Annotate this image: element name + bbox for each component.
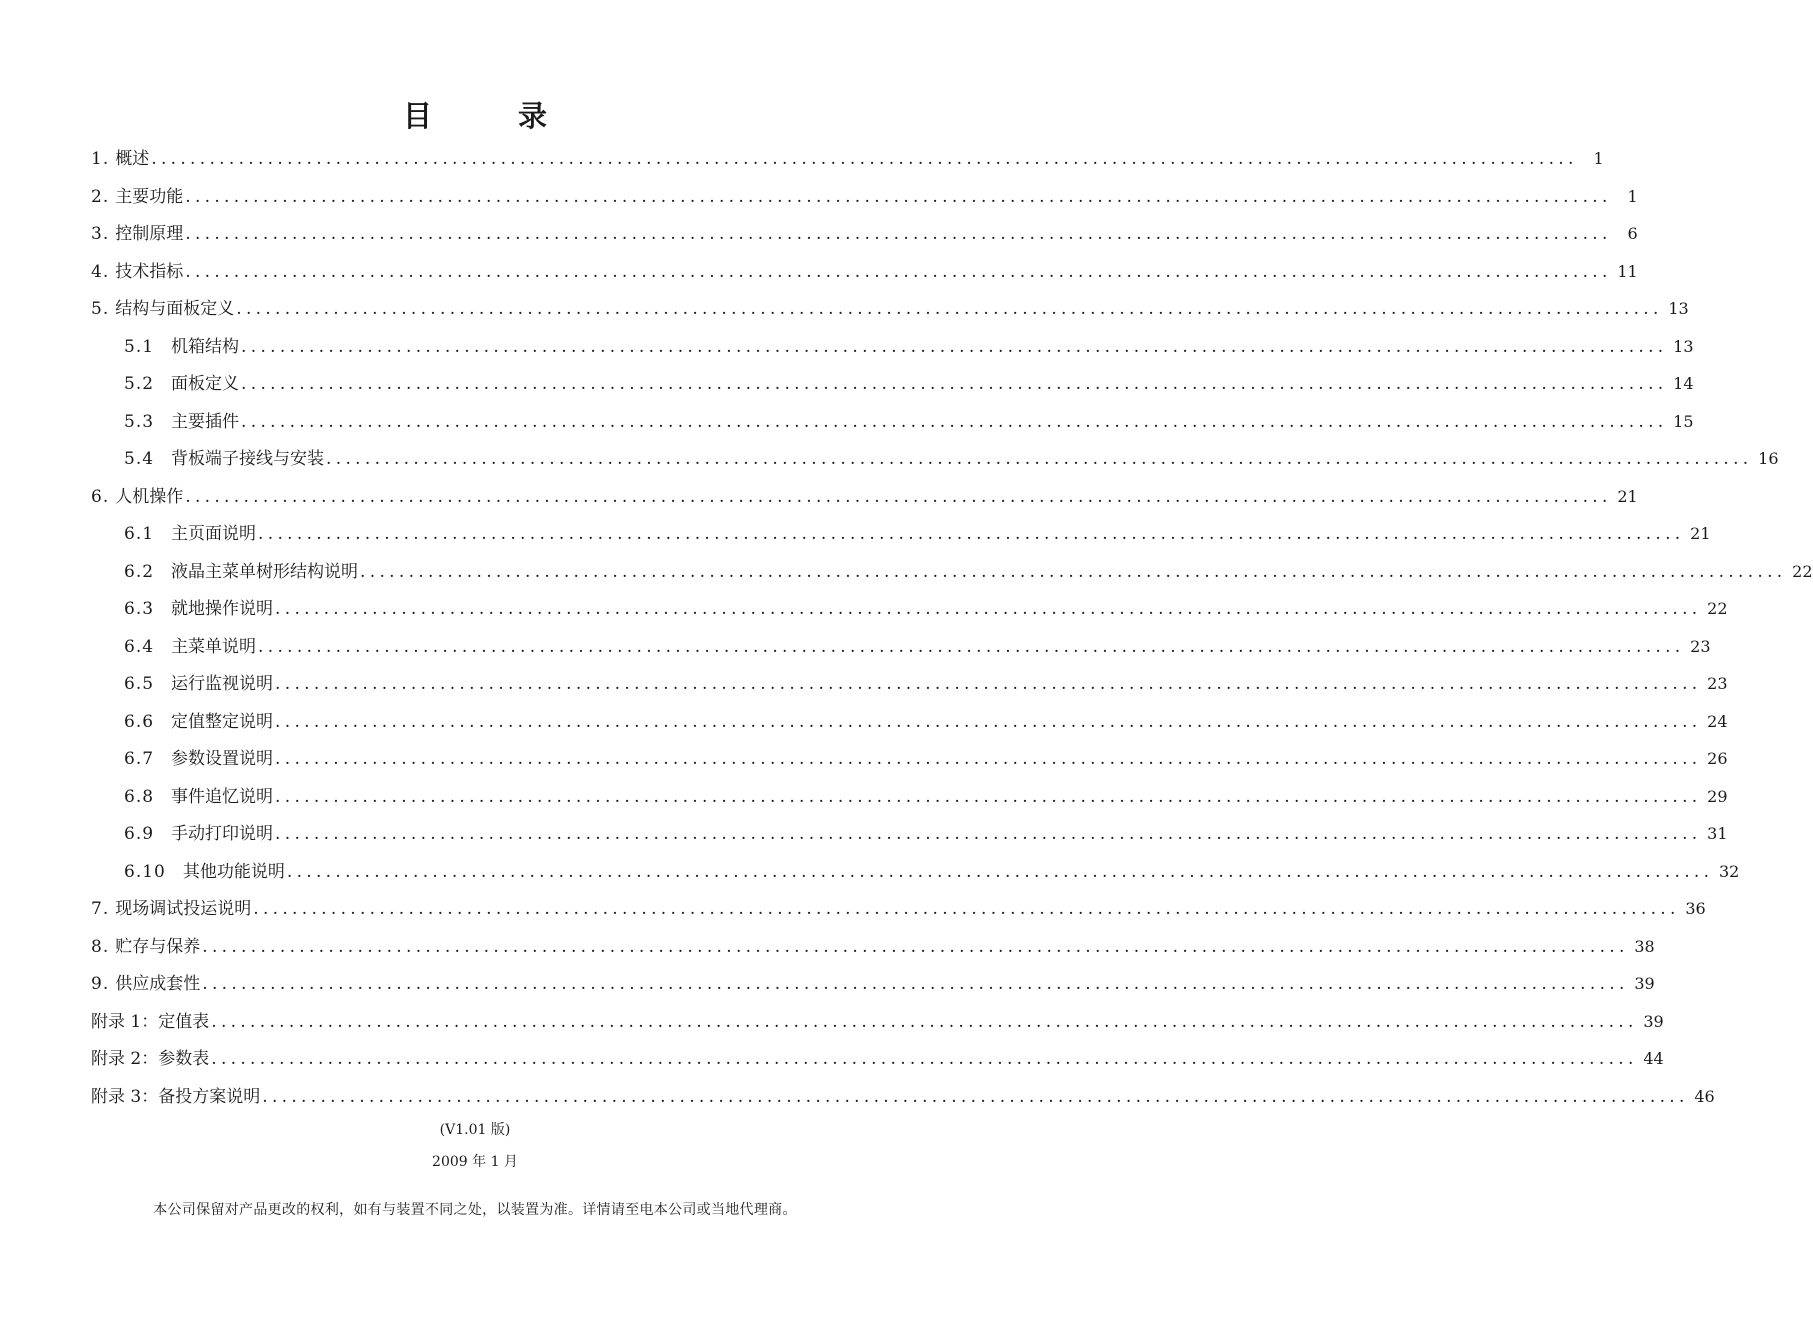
toc-entry[interactable] — [91, 253, 1638, 291]
toc-entry[interactable] — [91, 1078, 1715, 1116]
toc-entry-number: 6.5 — [124, 674, 155, 694]
toc-leader-dots: ................................................................................................................................................... — [286, 861, 1714, 882]
toc-entry-title: 附录 3：备投方案说明 — [91, 1086, 261, 1107]
toc-entry-title: 供应成套性 — [115, 974, 201, 994]
toc-entry-page: 22 — [1792, 561, 1813, 581]
toc-entry-title: 贮存与保养 — [115, 936, 201, 957]
toc-entry[interactable] — [91, 703, 1728, 741]
toc-entry-page: 23 — [1707, 674, 1728, 693]
toc-entry-number: 6.3 — [124, 599, 155, 619]
toc-entry-title: 主要功能 — [115, 186, 184, 207]
disclaimer-text: 本公司保留对产品更改的权利，如有与装置不同之处，以装置为准。详情请至电本公司或当地代理商。 — [153, 1202, 797, 1218]
toc-entry-title: 参数设置说明 — [171, 749, 274, 769]
version-label: (V1.01 版) — [439, 1122, 511, 1138]
toc-entry-number: 2. — [91, 186, 110, 207]
toc-leader-dots: ................................................................................................................................................... — [241, 411, 1668, 432]
toc-entry-number: 5.3 — [124, 411, 155, 432]
toc-entry-number: 3. — [91, 224, 110, 244]
toc-entry-page: 14 — [1673, 374, 1694, 393]
toc-entry[interactable] — [91, 778, 1728, 816]
toc-entry-number: 6.6 — [124, 711, 155, 732]
toc-entry-title: 现场调试投运说明 — [115, 899, 252, 919]
toc-entry-page: 46 — [1694, 1086, 1715, 1106]
toc-entry-page: 29 — [1707, 786, 1728, 806]
toc-entry-number: 6.4 — [124, 636, 155, 657]
toc-leader-dots: ................................................................................................................................................... — [185, 261, 1612, 282]
toc-entry-page: 6 — [1627, 224, 1638, 243]
toc-entry-page: 23 — [1690, 636, 1711, 656]
toc-entry-number: 5.2 — [124, 374, 155, 394]
toc-entry-page: 44 — [1643, 1049, 1664, 1068]
toc-entry[interactable] — [91, 403, 1694, 441]
toc-entry-title: 手动打印说明 — [171, 824, 274, 844]
toc-entry[interactable] — [91, 478, 1638, 516]
toc-entry[interactable] — [91, 965, 1655, 1003]
toc-leader-dots: ................................................................................................................................................... — [253, 899, 1680, 919]
toc-entry[interactable] — [91, 665, 1728, 703]
toc-entry-page: 39 — [1634, 974, 1655, 993]
toc-entry-page: 1 — [1627, 186, 1638, 206]
toc-entry[interactable] — [91, 440, 1779, 478]
toc-entry-number: 6. — [91, 486, 110, 507]
toc-entry-title: 背板端子接线与安装 — [171, 449, 325, 469]
toc-entry-page: 13 — [1673, 336, 1694, 356]
toc-entry-number: 5.1 — [124, 336, 155, 357]
toc-leader-dots: ................................................................................................................................................... — [241, 336, 1668, 357]
toc-entry[interactable] — [91, 928, 1655, 966]
toc-entry-page: 38 — [1634, 936, 1655, 956]
toc-entry-title: 定值整定说明 — [171, 711, 274, 732]
toc-leader-dots: ................................................................................................................................................... — [241, 374, 1668, 394]
toc-entry-title: 附录 2：参数表 — [91, 1049, 210, 1069]
toc-entry-page: 21 — [1690, 524, 1711, 543]
toc-entry-page: 26 — [1707, 749, 1728, 768]
toc-entry[interactable] — [91, 215, 1638, 253]
toc-entry[interactable] — [91, 553, 1813, 591]
toc-entry-title: 就地操作说明 — [171, 599, 274, 619]
toc-entry-number: 6.9 — [124, 824, 155, 844]
toc-entry-number: 6.10 — [124, 861, 166, 882]
toc-entry-number: 9. — [91, 974, 110, 994]
page-title: 目 录 — [402, 99, 586, 133]
toc-entry-title: 人机操作 — [115, 486, 184, 507]
toc-entry-number: 7. — [91, 899, 110, 919]
toc-leader-dots: ................................................................................................................................................... — [185, 486, 1612, 507]
toc-list — [91, 140, 1813, 1115]
toc-entry-title: 其他功能说明 — [182, 861, 285, 882]
toc-leader-dots: ................................................................................................................................................... — [275, 674, 1702, 694]
toc-entry-title: 主要插件 — [171, 411, 240, 432]
toc-entry-number: 6.8 — [124, 786, 155, 807]
toc-entry-title: 运行监视说明 — [171, 674, 274, 694]
toc-leader-dots: ................................................................................................................................................... — [185, 224, 1612, 244]
toc-leader-dots: ................................................................................................................................................... — [236, 299, 1663, 319]
toc-leader-dots: ................................................................................................................................................... — [275, 749, 1702, 769]
toc-entry-page: 39 — [1643, 1011, 1664, 1031]
toc-entry-title: 控制原理 — [115, 224, 184, 244]
toc-leader-dots: ................................................................................................................................................... — [360, 561, 1787, 582]
toc-entry-title: 技术指标 — [115, 261, 184, 282]
toc-entry[interactable] — [91, 290, 1689, 328]
toc-leader-dots: ................................................................................................................................................... — [262, 1086, 1689, 1107]
toc-entry-number: 6.7 — [124, 749, 155, 769]
toc-leader-dots: ................................................................................................................................................... — [275, 599, 1702, 619]
toc-entry-title: 机箱结构 — [171, 336, 240, 357]
toc-entry[interactable] — [91, 515, 1711, 553]
toc-entry[interactable] — [91, 140, 1604, 178]
toc-entry-number: 6.1 — [124, 524, 155, 544]
toc-leader-dots: ................................................................................................................................................... — [202, 936, 1629, 957]
toc-leader-dots: ................................................................................................................................................... — [151, 149, 1578, 169]
toc-entry[interactable] — [91, 590, 1728, 628]
toc-leader-dots: ................................................................................................................................................... — [211, 1011, 1638, 1032]
toc-entry-title: 主菜单说明 — [171, 636, 257, 657]
toc-entry-title: 概述 — [115, 149, 150, 169]
toc-entry-number: 1. — [91, 149, 110, 169]
toc-entry-number: 8. — [91, 936, 110, 957]
toc-entry-title: 附录 1：定值表 — [91, 1011, 210, 1032]
toc-entry-page: 36 — [1685, 899, 1706, 918]
toc-entry[interactable] — [91, 365, 1694, 403]
toc-entry[interactable] — [91, 1003, 1664, 1041]
toc-entry-number: 6.2 — [124, 561, 155, 582]
toc-leader-dots: ................................................................................................................................................... — [185, 186, 1612, 207]
toc-entry[interactable] — [91, 1040, 1664, 1078]
toc-entry[interactable] — [91, 178, 1638, 216]
toc-entry-page: 16 — [1758, 449, 1779, 468]
toc-leader-dots: ................................................................................................................................................... — [275, 711, 1702, 732]
toc-entry-page: 13 — [1668, 299, 1689, 318]
toc-leader-dots: ................................................................................................................................................... — [258, 636, 1685, 657]
toc-entry[interactable] — [91, 628, 1711, 666]
toc-entry-title: 面板定义 — [171, 374, 240, 394]
toc-entry-title: 主页面说明 — [171, 524, 257, 544]
toc-entry-page: 11 — [1617, 261, 1638, 281]
toc-leader-dots: ................................................................................................................................................... — [258, 524, 1685, 544]
toc-entry[interactable] — [91, 328, 1694, 366]
toc-entry[interactable] — [91, 740, 1728, 778]
toc-leader-dots: ................................................................................................................................................... — [202, 974, 1629, 994]
toc-entry[interactable] — [91, 853, 1740, 891]
toc-entry-number: 4. — [91, 261, 110, 282]
toc-entry-page: 22 — [1707, 599, 1728, 618]
toc-entry-page: 24 — [1707, 711, 1728, 731]
toc-entry[interactable] — [91, 890, 1706, 928]
toc-leader-dots: ................................................................................................................................................... — [275, 824, 1702, 844]
toc-entry-page: 21 — [1617, 486, 1638, 506]
toc-entry-page: 15 — [1673, 411, 1694, 431]
toc-entry-page: 32 — [1718, 861, 1740, 881]
toc-entry-title: 结构与面板定义 — [115, 299, 235, 319]
toc-entry-title: 事件追忆说明 — [171, 786, 274, 807]
toc-entry-number: 5.4 — [124, 449, 155, 469]
toc-leader-dots: ................................................................................................................................................... — [275, 786, 1702, 807]
toc-entry-page: 31 — [1707, 824, 1728, 843]
toc-leader-dots: ................................................................................................................................................... — [326, 449, 1753, 469]
toc-entry-page: 1 — [1593, 149, 1604, 168]
toc-entry[interactable] — [91, 815, 1728, 853]
date-label: 2009 年 1 月 — [432, 1154, 518, 1170]
toc-entry-number: 5. — [91, 299, 110, 319]
toc-leader-dots: ................................................................................................................................................... — [211, 1049, 1638, 1069]
toc-entry-title: 液晶主菜单树形结构说明 — [171, 561, 359, 582]
